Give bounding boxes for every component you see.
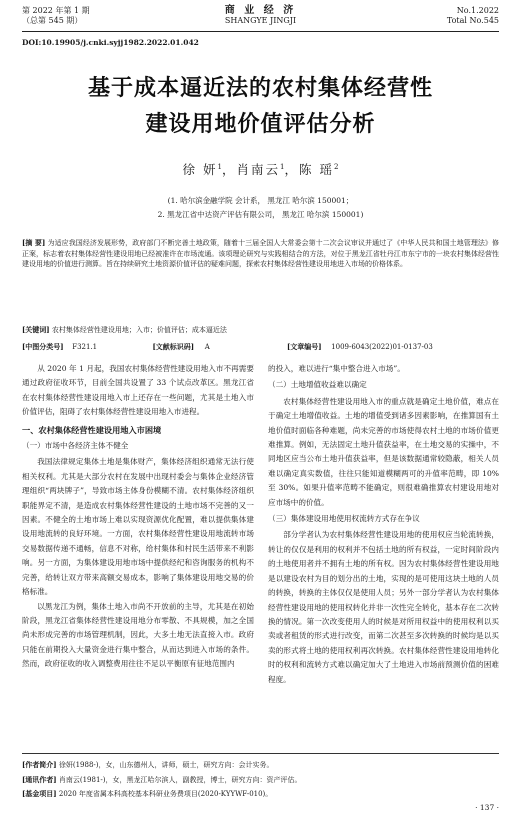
author-2: 肖南云 xyxy=(236,162,281,177)
footnote-funding xyxy=(22,787,499,802)
footnotes xyxy=(22,758,499,802)
affiliations xyxy=(22,194,499,222)
footnote-rule xyxy=(22,753,499,754)
total-issue-line: （总第 545 期） xyxy=(22,16,83,25)
author-3: 陈 瑶 xyxy=(299,162,334,177)
issue-number-line: No.1.2022 xyxy=(456,6,499,15)
total-number-line: Total No.545 xyxy=(446,16,499,25)
subsection-heading: （二）土地增值收益难以确定 xyxy=(268,380,367,390)
author-1-affil: 1 xyxy=(217,162,222,171)
affiliation-1: (1. 哈尔滨金融学院 会计系， 黑龙江 哈尔滨 150001； xyxy=(167,196,354,205)
article-no-label: [文章编号] xyxy=(286,342,322,351)
journal-name-en: SHANGYE JINGJI xyxy=(224,16,297,25)
body-paragraph: 从 2020 年 1 月起，我国农村集体经营性建设用地入市不再需要通过政府征收环节，目前全国共设置了 33 个试点改革区。黑龙江省在农村集体经营性建设用地入市上还存在一些问题，尤其是土地入市价值评估，阻碍了农村集体经营性建设用地入市进程。 xyxy=(22,364,254,417)
footnote-label: [作者简介] xyxy=(22,760,57,769)
article-no-value: 1009-6043(2022)01-0137-03 xyxy=(331,343,433,351)
body-paragraph: 我国法律规定集体土地是集体财产，集体经济组织通常无法行使相关权利。尤其是大部分农村在发展中出现村委会与集体企业经济管理组织“两块牌子”，导致市场主体身份模糊不清。农村集体经济组织职能界定不清，是造成农村集体经营性建设的土地市场不完善的又一因素。不健全的土地市场上难以实现资源优化配置，难以提供集体建设用地流转的良好环境。一方面，农村集体经营性建设用地流转市场交易数据传递不通畅，信息不对称，给村集体和村民生活带来不利影响。另一方面，为集体建设用地市场中提供经纪和咨询服务的机构不完善，给转让双方带来高额交易成本，影响了集体建设用地交易的价格标准。 xyxy=(22,457,254,597)
author-3-affil: 2 xyxy=(333,162,339,171)
abstract xyxy=(22,238,499,270)
keywords-text: 农村集体经营性建设用地；入市；价值评估；成本逼近法 xyxy=(51,326,227,334)
issue-line: 第 2022 年第 1 期 xyxy=(22,6,90,15)
journal-name xyxy=(22,6,499,26)
author-separator: ， xyxy=(221,162,237,177)
clc-value: F321.1 xyxy=(72,343,98,351)
author-list xyxy=(22,160,499,178)
title-line-2: 建设用地价值评估分析 xyxy=(145,111,376,137)
abstract-label: [摘 要] xyxy=(22,238,46,247)
doc-code-label: [文献标识码] xyxy=(152,342,195,351)
body-paragraph: 以黑龙江为例，集体土地入市尚不开放前的主导，尤其是在初始阶段，黑龙江省集体经营性建设用地分布零散、不具规模，加之全国尚未形成完善的市场管理机制，因此，大多土地无法直接入市。政府只能在前期投入大量资金进行集中整合，从而达到进入市场的条件。然而，政府征收的收入调整费用往往不足以平衡原有征地范围内 xyxy=(22,601,254,669)
footnote-text: 2020 年度省属本科高校基本科研业务费项目(2020-KYYWF-010)。 xyxy=(58,790,273,798)
subsection-heading: （三）集体建设用地使用权流转方式存在争议 xyxy=(268,514,420,524)
subsection-heading: （一）市场中各经济主体不健全 xyxy=(22,441,129,451)
keywords xyxy=(22,325,499,335)
clc-label: [中图分类号] xyxy=(22,342,64,351)
author-separator: ， xyxy=(284,162,299,177)
keywords-label: [关键词] xyxy=(22,325,50,334)
classification-info xyxy=(22,342,499,352)
abstract-text: 为适应我国经济发展形势，政府部门不断完善土地政策，随着十三届全国人大常委会第十二次会议审议并通过了《中华人民共和国土地管理法》修正案，标志着农村集体经营性建设用地已经被准许在市场流通。该项理论研究与实践相结合的方法，对位于黑龙江省牡丹江市东宁市的一块农村集体经营性建设用地的价值进行测算。旨在持续研究土地资源价值评估的疑难问题，探索农村集体经营性建设用地进入市场的价格体系。 xyxy=(22,239,499,268)
footnote-text: 徐妍(1988-)，女，山东德州人，讲师，硕士，研究方向：会计实务。 xyxy=(58,761,274,769)
footnote-author-bio xyxy=(22,758,499,773)
right-column xyxy=(268,362,499,687)
section-heading: 一、农村集体经营性建设用地入市困境 xyxy=(22,424,162,435)
body-paragraph: 的投入，难以进行“集中整合进入市场”。 xyxy=(268,364,405,373)
author-1: 徐 妍 xyxy=(182,162,218,177)
paper-title xyxy=(22,70,499,142)
running-header xyxy=(22,6,499,32)
body-paragraph: 部分学者认为农村集体经营性建设用地的使用权应当轮流转换，转让的仅仅是利用的权利并不包括土地的所有权益，一定时间阶段内的土地使用者并不拥有土地的所有权。因为农村集体经营性建设用地是以建设农村为目的划分出的土地，实现的是可使用这块土地的人员的转换，转换的主体仅仅是使用人员；另外一部分学者认为农村集体经营性建设用地的使用权转化并非一次性完全转化，基本存在二次转换的情况。第一次改变使用人的时候是对所用权益中的使用权利以买卖或者租赁的形式进行改变，而第二次甚至多次转换的时候均是以买卖的形式将土地的使用权利再次转换。农村集体经营性建设用地转化时的权利和流转方式难以确定加大了土地进入市场前预测价值的困难程度。 xyxy=(268,530,499,684)
header-rule xyxy=(22,31,499,32)
title-line-1: 基于成本逼近法的农村集体经营性 xyxy=(87,75,433,101)
author-2-affil: 1 xyxy=(280,162,285,171)
left-column xyxy=(22,362,254,672)
doc-code-value: A xyxy=(204,343,210,351)
journal-name-cn: 商 业 经 济 xyxy=(224,5,297,16)
footnote-label: [基金项目] xyxy=(22,789,57,798)
footnote-corresponding xyxy=(22,773,499,788)
doi: DOI:10.19905/j.cnki.syjj1982.2022.01.042 xyxy=(22,38,199,47)
body-paragraph: 农村集体经营性建设用地入市的重点就是确定土地价值，难点在于确定土地增值收益。土地的增值受到诸多因素影响，在推算国有土地价值时面临各种难题，尚未完善的市场使得农村土地的市场价值更难推算。例如，无法固定土地升值获益率，在土地交易的实操中，不同地区应当公布土地升值获益率，但是该数据通常较隐蔽，相关人员难以确定真实数值，往往只能知道模糊两可的升值率范畴，即 10%至 30%。如果升值率范畴不能确定，则很难确推算农村建设用地对应市场中的价值。 xyxy=(268,396,499,507)
footnote-label: [通讯作者] xyxy=(22,774,57,784)
footnote-text: 肖南云(1981-)，女，黑龙江哈尔滨人，副教授，博士，研究方向：资产评估。 xyxy=(58,775,302,784)
issue-number xyxy=(447,6,499,26)
page-number: · 137 · xyxy=(475,803,499,812)
affiliation-2: 2. 黑龙江省中达资产评估有限公司， 黑龙江 哈尔滨 150001) xyxy=(157,210,364,219)
